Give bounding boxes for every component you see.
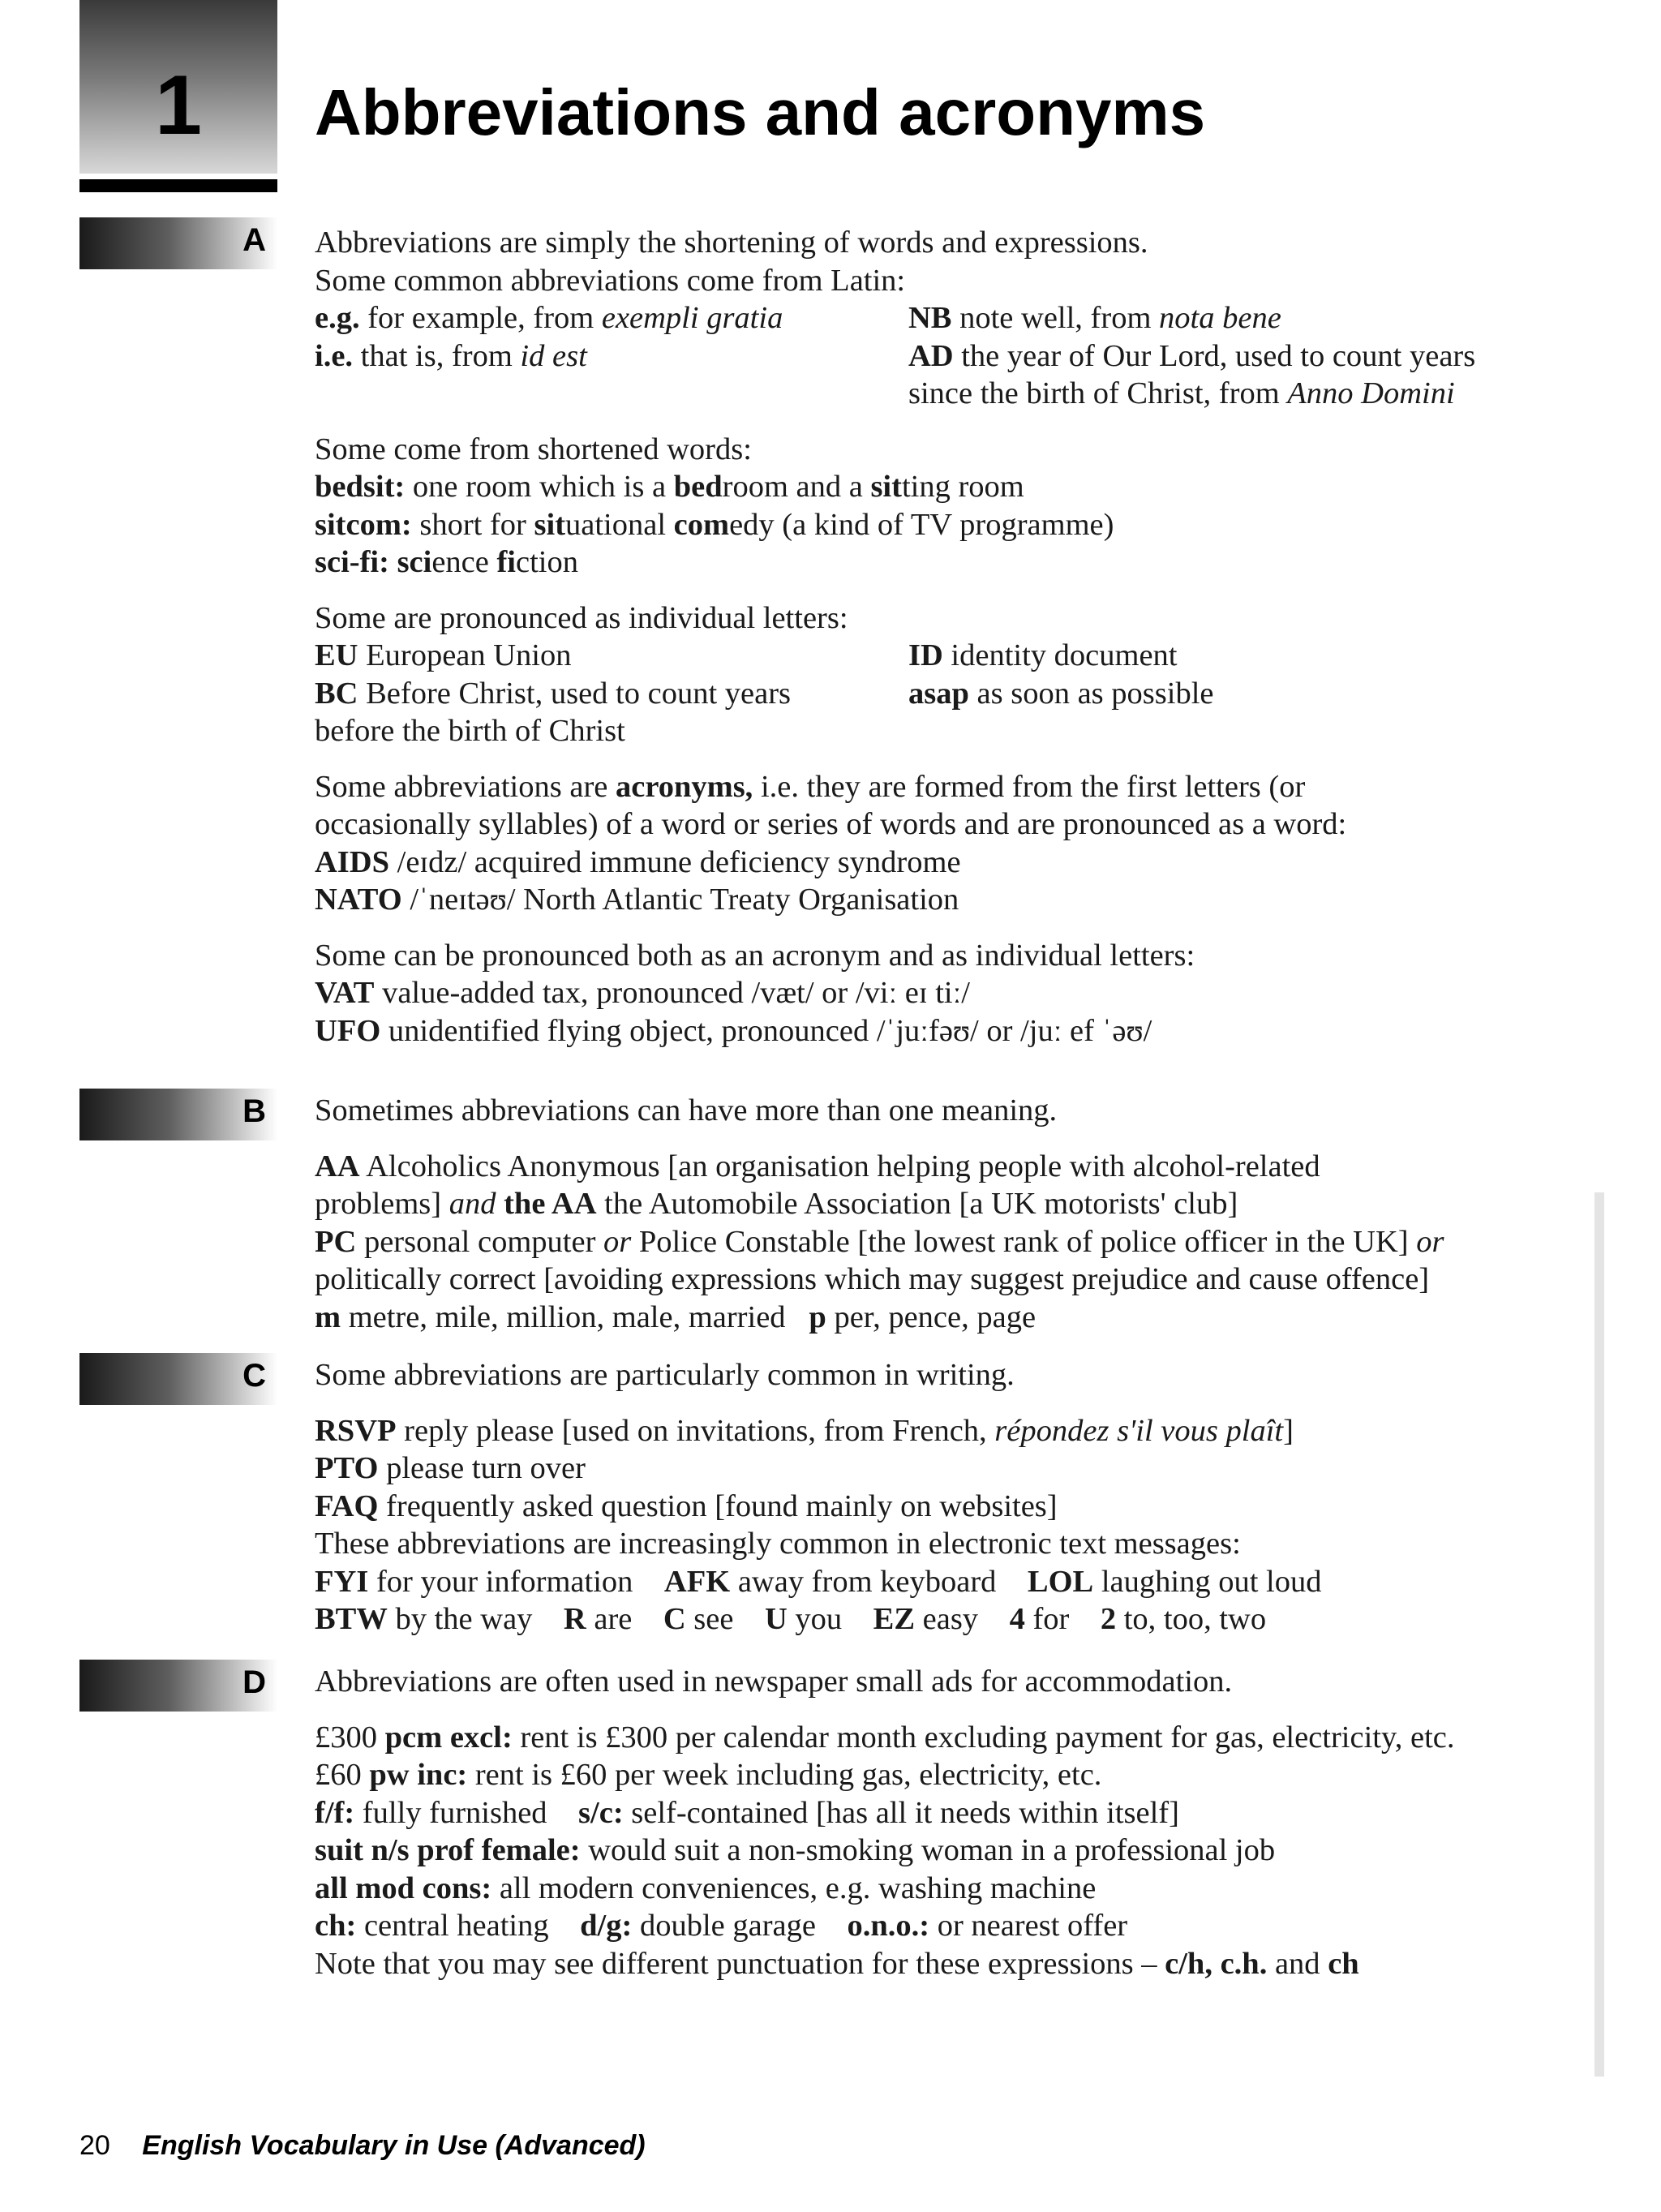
item-bedsit: bedsit: one room which is a bedroom and a sitting room <box>315 470 1024 504</box>
item-m-p: m metre, mile, million, male, married p per, pence, page <box>315 1299 1037 1334</box>
item-ff-sc: f/f: fully furnished s/c: self-contained [has all it needs within itself] <box>315 1795 1179 1830</box>
section-marker-c: C <box>79 1353 277 1405</box>
shortened-intro: Some come from shortened words: <box>315 432 752 466</box>
section-a <box>315 224 1596 1050</box>
section-marker-b: B <box>79 1089 277 1140</box>
item-ch-dg-ono: ch: central heating d/g: double garage o.n.o.: or nearest offer <box>315 1909 1128 1943</box>
item-rsvp: RSVP reply please [used on invitations, from French, répondez s'il vous plaît] <box>315 1413 1294 1448</box>
item-eu: EU European Union <box>315 638 572 672</box>
item-asap: asap as soon as possible <box>908 676 1214 711</box>
unit-number-box <box>79 0 277 174</box>
section-d-intro: Abbreviations are often used in newspaper small ads for accommodation. <box>315 1664 1233 1699</box>
item-suit: suit n/s prof female: would suit a non-smoking woman in a professional job <box>315 1833 1276 1867</box>
item-pc: PC personal computer or Police Constable [the lowest rank of police officer in the UK] or <box>315 1224 1444 1259</box>
item-aa-cont: problems] and the AA the Automobile Association [a UK motorists' club] <box>315 1187 1238 1221</box>
text-row-1: FYI for your information AFK away from keyboard LOL laughing out loud <box>315 1564 1322 1599</box>
item-mod-cons: all mod cons: all modern conveniences, e.g. washing machine <box>315 1871 1097 1905</box>
page-title: Abbreviations and acronyms <box>315 76 1206 148</box>
latin-list <box>315 299 1596 375</box>
section-marker-a: A <box>79 217 277 269</box>
section-d <box>315 1663 1596 1982</box>
latin-intro: Some common abbreviations come from Latin: <box>315 263 906 298</box>
text-row-2: BTW by the way R are C see U you EZ easy 4 for 2 to, too, two <box>315 1602 1267 1636</box>
punctuation-note: Note that you may see different punctuation for these expressions – c/h, c.h. and ch <box>315 1946 1359 1981</box>
acronyms-intro: Some abbreviations are acronyms, i.e. they are formed from the first letters (or <box>315 769 1306 804</box>
item-pto: PTO please turn over <box>315 1451 586 1485</box>
item-faq: FAQ frequently asked question [found mainly on websites] <box>315 1488 1058 1523</box>
latin-item-ad: AD the year of Our Lord, used to count years <box>908 338 1476 373</box>
item-sitcom: sitcom: short for situational comedy (a kind of TV programme) <box>315 507 1114 542</box>
page-footer <box>79 2129 646 2163</box>
unit-underline <box>79 179 277 192</box>
item-bc: BC Before Christ, used to count years <box>315 676 792 711</box>
item-pc-cont: politically correct [avoiding expressions which may suggest prejudice and cause offence] <box>315 1262 1430 1296</box>
latin-item-nb: NB note well, from nota bene <box>908 301 1281 335</box>
latin-item-ie: i.e. that is, from id est <box>315 338 587 373</box>
section-c-intro: Some abbreviations are particularly common in writing. <box>315 1358 1015 1392</box>
acronyms-intro-cont: occasionally syllables) of a word or series of words and are pronounced as a word: <box>315 807 1347 841</box>
scrollbar[interactable] <box>1594 1192 1604 2077</box>
item-aids: AIDS /eɪdz/ acquired immune deficiency syndrome <box>315 844 961 879</box>
item-vat: VAT value-added tax, pronounced /væt/ or /viː eɪ tiː/ <box>315 976 970 1010</box>
item-bc-cont: before the birth of Christ <box>315 714 625 748</box>
item-ufo: UFO unidentified flying object, pronounced /ˈjuːfəʊ/ or /juː ef ˈəʊ/ <box>315 1013 1152 1048</box>
section-b-intro: Sometimes abbreviations can have more than one meaning. <box>315 1093 1058 1127</box>
section-c <box>315 1356 1596 1639</box>
both-intro: Some can be pronounced both as an acronym and as individual letters: <box>315 938 1195 973</box>
latin-item-eg: e.g. for example, from exempli gratia <box>315 301 783 335</box>
unit-number: 1 <box>155 58 202 152</box>
page-number: 20 <box>79 2130 110 2161</box>
item-pcm: £300 pcm excl: rent is £300 per calendar month excluding payment for gas, electricity, etc. <box>315 1720 1455 1755</box>
section-marker-d: D <box>79 1660 277 1712</box>
letters-intro: Some are pronounced as individual letters: <box>315 600 848 635</box>
latin-item-ad-cont: since the birth of Christ, from Anno Domini <box>908 376 1455 410</box>
text-messages-intro: These abbreviations are increasingly common in electronic text messages: <box>315 1527 1241 1561</box>
item-nato: NATO /ˈneɪtəʊ/ North Atlantic Treaty Organisation <box>315 883 959 917</box>
item-aa: AA Alcoholics Anonymous [an organisation helping people with alcohol-related <box>315 1149 1320 1183</box>
book-title: English Vocabulary in Use (Advanced) <box>142 2130 646 2161</box>
item-id: ID identity document <box>908 638 1178 672</box>
item-scifi: sci-fi: science fiction <box>315 545 578 579</box>
section-b <box>315 1092 1596 1336</box>
letters-list <box>315 637 1596 712</box>
section-a-intro: Abbreviations are simply the shortening of words and expressions. <box>315 225 1148 260</box>
item-pw: £60 pw inc: rent is £60 per week including gas, electricity, etc. <box>315 1758 1102 1792</box>
